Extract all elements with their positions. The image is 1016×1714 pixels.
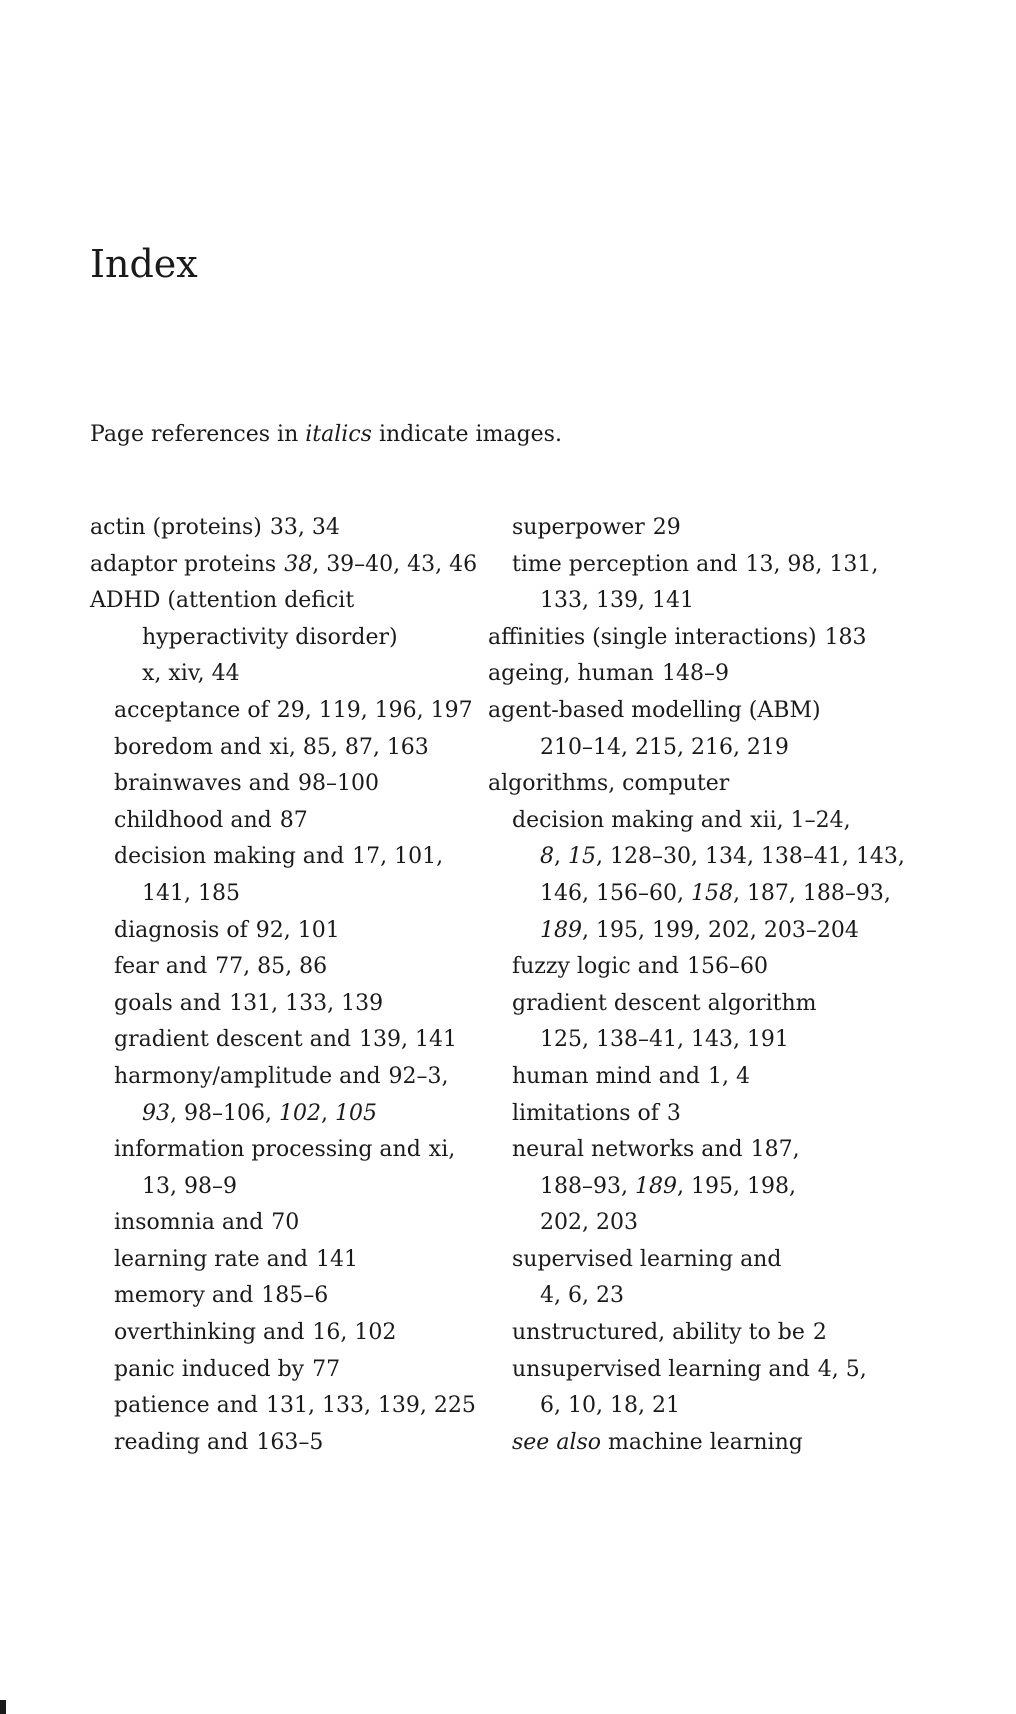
index-entry: adaptor proteins 38, 39–40, 43, 46 — [90, 551, 478, 577]
index-subentry: fuzzy logic and 156–60 — [512, 954, 768, 980]
index-subentry: harmony/amplitude and 92–3, — [114, 1063, 449, 1089]
index-entry-continuation: 4, 6, 23 — [540, 1283, 624, 1309]
page-edge-mark — [0, 1700, 6, 1714]
index-subentry: learning rate and 141 — [114, 1246, 358, 1272]
index-subentry: acceptance of 29, 119, 196, 197 — [114, 697, 473, 723]
index-column-left — [90, 510, 490, 1461]
index-entry: affinities (single interactions) 183 — [488, 624, 867, 650]
index-entry-continuation: 202, 203 — [540, 1210, 638, 1236]
index-subentry: panic induced by 77 — [114, 1356, 341, 1382]
index-entry: ageing, human 148–9 — [488, 661, 729, 687]
index-entry-continuation: 93, 98–106, 102, 105 — [142, 1100, 377, 1126]
index-subentry: decision making and 17, 101, — [114, 844, 444, 870]
index-subentry: supervised learning and — [512, 1246, 782, 1272]
index-subentry: brainwaves and 98–100 — [114, 771, 379, 797]
note-italic-word: italics — [305, 422, 372, 447]
index-entry-continuation: 6, 10, 18, 21 — [540, 1393, 680, 1419]
index-subentry: limitations of 3 — [512, 1100, 681, 1126]
index-entry-continuation: x, xiv, 44 — [142, 661, 240, 687]
index-subentry: insomnia and 70 — [114, 1210, 300, 1236]
index-entry-continuation: 133, 139, 141 — [540, 588, 694, 614]
index-subentry: decision making and xii, 1–24, — [512, 807, 851, 833]
index-subentry: reading and 163–5 — [114, 1429, 324, 1455]
index-subentry: gradient descent algorithm — [512, 990, 817, 1016]
index-entry-continuation: 8, 15, 128–30, 134, 138–41, 143, — [540, 844, 905, 870]
index-entry-continuation: 141, 185 — [142, 880, 240, 906]
index-entry-continuation: 125, 138–41, 143, 191 — [540, 1027, 789, 1053]
index-entry-continuation: 188–93, 189, 195, 198, — [540, 1173, 796, 1199]
index-column-right — [488, 510, 918, 1461]
index-entry-continuation: hyperactivity disorder) — [142, 624, 398, 650]
index-subentry: gradient descent and 139, 141 — [114, 1027, 457, 1053]
index-subentry: information processing and xi, — [114, 1137, 456, 1163]
index-subentry: patience and 131, 133, 139, 225 — [114, 1393, 476, 1419]
index-entry-continuation: 13, 98–9 — [142, 1173, 237, 1199]
index-subentry: unstructured, ability to be 2 — [512, 1320, 827, 1346]
index-entry: agent-based modelling (ABM) — [488, 697, 821, 723]
note-text-after: indicate images. — [371, 422, 562, 447]
index-entry: algorithms, computer — [488, 771, 730, 797]
index-entry: ADHD (attention deficit — [90, 588, 355, 614]
index-subentry: time perception and 13, 98, 131, — [512, 551, 879, 577]
index-subentry: human mind and 1, 4 — [512, 1063, 750, 1089]
index-subentry: superpower 29 — [512, 515, 681, 540]
index-subentry: boredom and xi, 85, 87, 163 — [114, 734, 429, 760]
index-note — [90, 420, 562, 450]
index-entry-continuation: 210–14, 215, 216, 219 — [540, 734, 789, 760]
index-subentry: fear and 77, 85, 86 — [114, 954, 328, 980]
index-cross-reference: see also machine learning — [512, 1429, 803, 1455]
index-subentry: neural networks and 187, — [512, 1137, 800, 1163]
index-subentry: childhood and 87 — [114, 807, 308, 833]
index-subentry: diagnosis of 92, 101 — [114, 917, 340, 943]
index-subentry: memory and 185–6 — [114, 1283, 329, 1309]
index-entry-continuation: 146, 156–60, 158, 187, 188–93, — [540, 880, 891, 906]
index-entry-continuation: 189, 195, 199, 202, 203–204 — [540, 917, 859, 943]
page-title: Index — [90, 242, 198, 286]
index-entry: actin (proteins) 33, 34 — [90, 515, 340, 540]
index-subentry: goals and 131, 133, 139 — [114, 990, 384, 1016]
index-subentry: overthinking and 16, 102 — [114, 1320, 397, 1346]
note-text-before: Page references in — [90, 422, 306, 447]
index-subentry: unsupervised learning and 4, 5, — [512, 1356, 867, 1382]
